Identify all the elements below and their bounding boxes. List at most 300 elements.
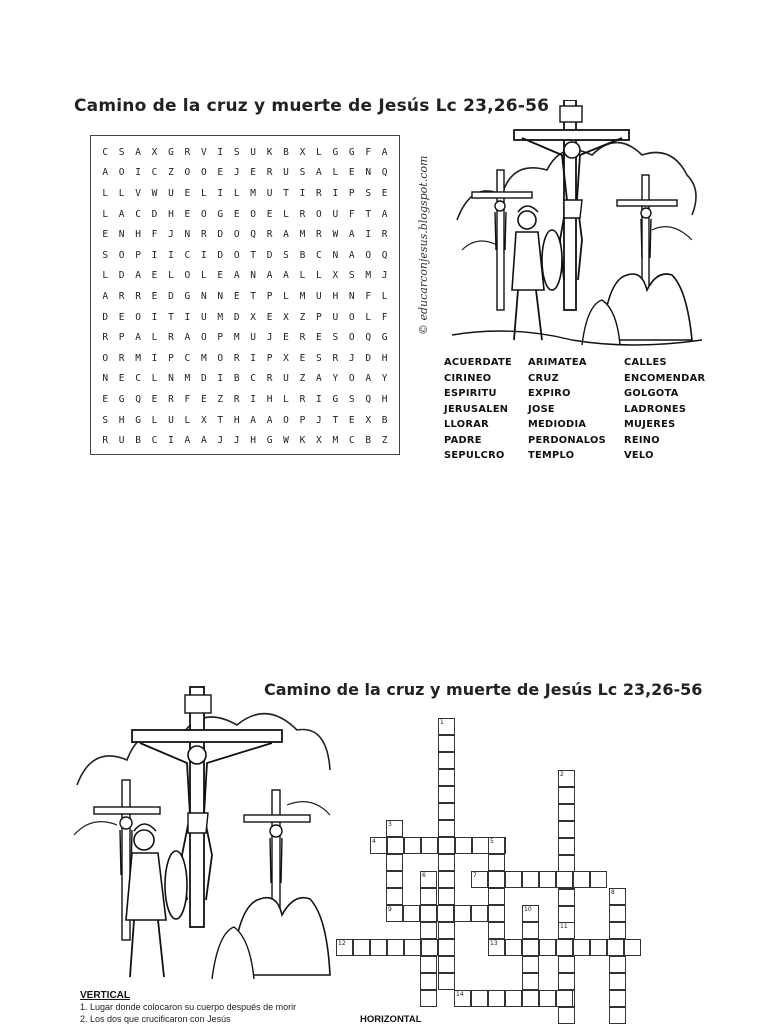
- grid-letter: P: [299, 414, 306, 426]
- grid-letter: E: [381, 187, 388, 199]
- grid-letter: U: [332, 311, 339, 323]
- crossword-cell[interactable]: [353, 939, 370, 956]
- grid-letter: J: [217, 435, 224, 447]
- grid-letter: M: [135, 352, 141, 364]
- crossword-cell[interactable]: [438, 939, 455, 956]
- grid-letter: R: [102, 435, 109, 447]
- crossword-cell[interactable]: [472, 837, 489, 854]
- crossword-cell[interactable]: [420, 905, 437, 922]
- grid-letter: X: [365, 414, 372, 426]
- crossword-cell[interactable]: [455, 837, 472, 854]
- grid-letter: R: [299, 332, 306, 344]
- grid-letter: E: [348, 414, 355, 426]
- crossword-cell[interactable]: [420, 922, 437, 939]
- grid-letter: H: [381, 352, 388, 364]
- crossword-cell[interactable]: [558, 787, 575, 804]
- grid-letter: Y: [381, 373, 388, 385]
- crossword-cell[interactable]: [558, 1007, 575, 1024]
- grid-letter: C: [102, 146, 109, 158]
- crossword-cell[interactable]: [420, 990, 437, 1007]
- crossword-cell[interactable]: [522, 922, 539, 939]
- grid-letter: M: [200, 352, 207, 364]
- clue-item: 2. Los dos que crucificaron con Jesús: [80, 1014, 231, 1024]
- grid-letter: E: [118, 311, 125, 323]
- grid-letter: L: [365, 311, 372, 323]
- grid-letter: O: [118, 249, 125, 261]
- crossword-cell[interactable]: [438, 973, 455, 990]
- grid-letter: L: [151, 332, 158, 344]
- crossword-cell[interactable]: [488, 922, 505, 939]
- grid-letter: A: [266, 414, 273, 426]
- crossword-cell[interactable]: [558, 956, 575, 973]
- grid-letter: Z: [381, 435, 388, 447]
- grid-letter: H: [250, 435, 257, 447]
- crossword-cell[interactable]: [522, 939, 539, 956]
- crossword-number: 11: [560, 923, 568, 930]
- grid-letter: P: [135, 249, 141, 261]
- crossword-cell[interactable]: [471, 990, 488, 1007]
- grid-letter: I: [332, 187, 339, 199]
- crossword-cell[interactable]: [488, 888, 505, 905]
- crossword-cell[interactable]: [558, 821, 575, 838]
- grid-letter: L: [381, 290, 388, 302]
- grid-row: [95, 369, 395, 390]
- grid-letter: F: [348, 208, 355, 220]
- grid-letter: G: [332, 393, 339, 405]
- crossword-number: 4: [372, 838, 376, 845]
- crossword-number: 9: [388, 906, 392, 913]
- crossword-cell[interactable]: [556, 871, 573, 888]
- grid-letter: U: [200, 311, 207, 323]
- crossword-number: 10: [524, 906, 532, 913]
- grid-letter: E: [217, 270, 224, 282]
- grid-letter: L: [151, 414, 158, 426]
- crossword-cell[interactable]: [438, 735, 455, 752]
- grid-letter: H: [168, 208, 174, 220]
- grid-letter: M: [299, 229, 306, 241]
- crossword-cell[interactable]: [624, 939, 641, 956]
- grid-letter: A: [250, 414, 257, 426]
- grid-letter: M: [332, 435, 339, 447]
- grid-letter: A: [283, 229, 289, 241]
- grid-letter: Q: [365, 332, 372, 344]
- grid-letter: J: [266, 332, 273, 344]
- grid-letter: Z: [168, 167, 174, 179]
- worksheet-title: Camino de la cruz y muerte de Jesús Lc 23,26-56: [74, 96, 550, 116]
- grid-row: [95, 327, 395, 348]
- crossword-cell[interactable]: [403, 905, 420, 922]
- grid-letter: T: [250, 290, 257, 302]
- grid-letter: I: [299, 187, 306, 199]
- grid-letter: L: [200, 187, 207, 199]
- grid-letter: A: [348, 249, 355, 261]
- crossword-cell[interactable]: [522, 871, 539, 888]
- grid-row: [95, 307, 395, 328]
- grid-letter: G: [118, 393, 125, 405]
- word-list-item: VELO: [624, 450, 654, 461]
- crossword-cell[interactable]: [609, 973, 626, 990]
- grid-letter: N: [332, 249, 339, 261]
- grid-letter: F: [151, 229, 158, 241]
- crossword-worksheet: [0, 670, 768, 1024]
- grid-letter: G: [348, 146, 355, 158]
- crossword-cell[interactable]: [609, 1007, 626, 1024]
- grid-letter: L: [184, 414, 191, 426]
- crossword-cell[interactable]: [488, 905, 505, 922]
- grid-letter: X: [316, 435, 322, 447]
- word-list-item: SEPULCRO: [444, 450, 505, 461]
- grid-letter: S: [348, 270, 355, 282]
- crossword-cell[interactable]: [454, 905, 471, 922]
- crossword-cell[interactable]: [609, 922, 626, 939]
- grid-letter: C: [151, 435, 158, 447]
- crossword-cell[interactable]: [387, 939, 404, 956]
- grid-letter: S: [102, 249, 109, 261]
- grid-letter: I: [168, 435, 174, 447]
- grid-letter: I: [250, 352, 257, 364]
- crossword-cell[interactable]: [590, 871, 607, 888]
- grid-letter: Q: [250, 229, 257, 241]
- grid-letter: A: [381, 208, 388, 220]
- grid-letter: X: [250, 311, 257, 323]
- grid-letter: I: [250, 393, 257, 405]
- grid-row: [95, 410, 395, 431]
- grid-letter: E: [283, 332, 289, 344]
- grid-letter: R: [299, 208, 306, 220]
- crossword-cell[interactable]: [488, 854, 505, 871]
- grid-letter: C: [184, 249, 191, 261]
- grid-letter: F: [184, 393, 191, 405]
- grid-letter: L: [168, 270, 174, 282]
- grid-row: [95, 142, 395, 163]
- grid-letter: L: [316, 146, 322, 158]
- crossword-cell[interactable]: [386, 888, 403, 905]
- grid-letter: L: [283, 290, 289, 302]
- word-list-item: ENCOMENDAR: [624, 372, 706, 384]
- crossword-number: 6: [422, 872, 426, 879]
- grid-letter: F: [365, 290, 372, 302]
- grid-row: [95, 266, 395, 287]
- grid-letter: P: [217, 332, 224, 344]
- crossword-cell[interactable]: [609, 956, 626, 973]
- grid-letter: Q: [381, 249, 388, 261]
- crossword-cell[interactable]: [609, 990, 626, 1007]
- grid-letter: X: [151, 146, 158, 158]
- grid-letter: S: [102, 414, 109, 426]
- crossword-cell[interactable]: [437, 905, 454, 922]
- grid-letter: O: [184, 270, 191, 282]
- crossword-cell[interactable]: [370, 939, 387, 956]
- grid-letter: O: [217, 352, 224, 364]
- grid-letter: C: [348, 435, 355, 447]
- grid-letter: C: [135, 208, 141, 220]
- crossword-cell[interactable]: [556, 939, 573, 956]
- crossword-number: 3: [388, 821, 392, 828]
- grid-letter: X: [200, 414, 207, 426]
- grid-letter: I: [217, 187, 224, 199]
- grid-letter: R: [135, 290, 141, 302]
- grid-letter: X: [283, 352, 289, 364]
- grid-letter: T: [365, 208, 372, 220]
- crossword-cell[interactable]: [421, 837, 438, 854]
- crossword-cell[interactable]: [404, 939, 421, 956]
- grid-letter: N: [250, 270, 257, 282]
- grid-letter: I: [316, 393, 322, 405]
- grid-letter: W: [332, 229, 339, 241]
- grid-letter: H: [266, 393, 273, 405]
- grid-letter: O: [200, 167, 207, 179]
- grid-letter: Q: [135, 393, 141, 405]
- crossword-cell[interactable]: [539, 939, 556, 956]
- grid-letter: R: [316, 187, 322, 199]
- grid-letter: D: [233, 311, 240, 323]
- grid-letter: N: [348, 290, 355, 302]
- grid-letter: U: [283, 373, 289, 385]
- grid-row: [95, 245, 395, 266]
- grid-letter: U: [168, 187, 174, 199]
- grid-letter: C: [316, 249, 322, 261]
- clue-item: 1. Lugar donde colocaron su cuerpo después de morir: [80, 1002, 297, 1012]
- crossword-number: 14: [456, 991, 464, 998]
- grid-letter: R: [184, 146, 191, 158]
- grid-letter: R: [381, 229, 388, 241]
- word-list-item: GOLGOTA: [624, 388, 679, 399]
- word-list-item: ESPIRITU: [444, 388, 497, 399]
- grid-letter: I: [151, 249, 158, 261]
- grid-letter: N: [200, 290, 207, 302]
- grid-letter: C: [135, 373, 141, 385]
- crossword-cell[interactable]: [438, 854, 455, 871]
- grid-letter: D: [118, 270, 125, 282]
- grid-letter: G: [135, 414, 141, 426]
- grid-letter: N: [118, 229, 125, 241]
- crossword-cell[interactable]: [438, 769, 455, 786]
- word-list-item: LLORAR: [444, 419, 489, 430]
- grid-letter: G: [381, 332, 388, 344]
- crossword-cell[interactable]: [438, 786, 455, 803]
- crossword-cell[interactable]: [420, 956, 437, 973]
- grid-letter: D: [200, 373, 207, 385]
- watermark-text: © educarconjesus.blogspot.com: [417, 155, 430, 335]
- word-list-item: MUJERES: [624, 419, 676, 430]
- grid-letter: L: [283, 393, 289, 405]
- crossword-cell[interactable]: [488, 990, 505, 1007]
- grid-letter: U: [283, 167, 289, 179]
- grid-letter: B: [381, 414, 388, 426]
- grid-letter: O: [250, 208, 257, 220]
- vertical-clues: [80, 990, 360, 1025]
- crossword-cell[interactable]: [505, 939, 522, 956]
- grid-letter: B: [233, 373, 240, 385]
- crossword-cell[interactable]: [386, 854, 403, 871]
- grid-letter: W: [283, 435, 289, 447]
- crossword-cell[interactable]: [438, 803, 455, 820]
- grid-letter: I: [135, 167, 141, 179]
- grid-letter: L: [102, 270, 109, 282]
- crossword-cell[interactable]: [488, 871, 505, 888]
- crossword-cell[interactable]: [558, 855, 575, 872]
- grid-letter: U: [168, 414, 174, 426]
- grid-letter: A: [316, 373, 322, 385]
- grid-letter: J: [168, 229, 174, 241]
- crossword-cell[interactable]: [558, 889, 575, 906]
- grid-letter: I: [168, 249, 174, 261]
- crossword-number: 12: [338, 940, 346, 947]
- grid-letter: M: [217, 311, 224, 323]
- crossword-cell[interactable]: [438, 888, 455, 905]
- crossword-cell[interactable]: [558, 906, 575, 923]
- grid-letter: M: [184, 373, 191, 385]
- crossword-cell[interactable]: [522, 973, 539, 990]
- grid-letter: O: [233, 229, 240, 241]
- crossword-cell[interactable]: [558, 838, 575, 855]
- grid-letter: R: [233, 393, 240, 405]
- crossword-cell[interactable]: [590, 939, 607, 956]
- crossword-number: 13: [490, 940, 498, 947]
- grid-letter: T: [217, 414, 224, 426]
- grid-letter: G: [332, 146, 339, 158]
- word-list-item: REINO: [624, 434, 660, 446]
- grid-letter: P: [168, 352, 174, 364]
- grid-letter: V: [135, 187, 141, 199]
- grid-letter: A: [381, 146, 388, 158]
- grid-letter: G: [217, 208, 224, 220]
- crossword-cell[interactable]: [522, 990, 539, 1007]
- grid-letter: A: [266, 270, 273, 282]
- grid-letter: R: [200, 229, 207, 241]
- grid-letter: A: [118, 208, 125, 220]
- grid-letter: G: [266, 435, 273, 447]
- grid-letter: O: [365, 249, 372, 261]
- grid-letter: O: [348, 311, 355, 323]
- grid-letter: R: [118, 352, 125, 364]
- crossword-cell[interactable]: [438, 752, 455, 769]
- grid-row: [95, 163, 395, 184]
- crossword-cell[interactable]: [387, 837, 404, 854]
- crossword-cell[interactable]: [438, 922, 455, 939]
- grid-row: [95, 389, 395, 410]
- grid-letter: A: [135, 332, 141, 344]
- horizontal-heading: HORIZONTAL: [360, 1014, 422, 1025]
- crossword-cell[interactable]: [471, 905, 488, 922]
- crossword-cell[interactable]: [539, 871, 556, 888]
- worksheet-title: Camino de la cruz y muerte de Jesús Lc 23,26-56: [264, 680, 703, 699]
- grid-letter: M: [250, 187, 257, 199]
- crossword-cell[interactable]: [420, 973, 437, 990]
- word-list-item: MEDIODIA: [528, 419, 587, 430]
- grid-letter: A: [283, 270, 289, 282]
- grid-letter: D: [217, 249, 224, 261]
- word-list-item: ACUERDATE: [444, 357, 512, 368]
- grid-letter: R: [168, 393, 174, 405]
- grid-letter: S: [283, 249, 289, 261]
- crossword-cell[interactable]: [404, 837, 421, 854]
- grid-letter: S: [332, 332, 339, 344]
- crossword-cell[interactable]: [607, 939, 624, 956]
- crossword-cell[interactable]: [539, 990, 556, 1007]
- grid-letter: P: [266, 352, 273, 364]
- crossword-cell[interactable]: [438, 871, 455, 888]
- grid-letter: O: [102, 352, 109, 364]
- crossword-cell[interactable]: [386, 871, 403, 888]
- grid-letter: E: [102, 229, 109, 241]
- grid-letter: G: [168, 146, 174, 158]
- crossword-cell[interactable]: [438, 837, 455, 854]
- word-list-item: JOSE: [528, 403, 555, 415]
- word-list-item: CRUZ: [528, 372, 559, 384]
- word-search-worksheet: [0, 0, 768, 500]
- crossword-cell[interactable]: [421, 939, 438, 956]
- crossword-cell[interactable]: [438, 820, 455, 837]
- crossword-cell[interactable]: [573, 939, 590, 956]
- vertical-heading: VERTICAL: [80, 990, 130, 1001]
- word-list-item: PERDONALOS: [528, 434, 606, 446]
- grid-letter: L: [233, 187, 240, 199]
- grid-letter: L: [332, 167, 339, 179]
- grid-letter: L: [102, 187, 109, 199]
- crossword-cell[interactable]: [522, 956, 539, 973]
- grid-letter: M: [233, 332, 240, 344]
- crossword-cell[interactable]: [438, 956, 455, 973]
- crossword-cell[interactable]: [505, 871, 522, 888]
- crossword-cell[interactable]: [556, 990, 573, 1007]
- grid-letter: A: [316, 167, 322, 179]
- grid-letter: T: [168, 311, 174, 323]
- crossword-cell[interactable]: [573, 871, 590, 888]
- crossword-cell[interactable]: [505, 990, 522, 1007]
- grid-letter: J: [233, 435, 240, 447]
- crossword-cell[interactable]: [558, 804, 575, 821]
- word-list-item: TEMPLO: [528, 450, 575, 461]
- grid-letter: P: [348, 187, 355, 199]
- grid-letter: E: [217, 167, 224, 179]
- grid-letter: I: [151, 352, 158, 364]
- grid-letter: L: [118, 187, 125, 199]
- grid-letter: E: [233, 208, 240, 220]
- crossword-cell[interactable]: [609, 905, 626, 922]
- grid-letter: H: [332, 290, 339, 302]
- grid-letter: O: [316, 208, 322, 220]
- grid-row: [95, 286, 395, 307]
- grid-letter: N: [168, 373, 174, 385]
- grid-letter: O: [233, 249, 240, 261]
- grid-letter: U: [316, 290, 322, 302]
- grid-row: [95, 430, 395, 451]
- grid-letter: J: [316, 414, 322, 426]
- crossword-cell[interactable]: [558, 973, 575, 990]
- grid-letter: Y: [332, 373, 339, 385]
- grid-letter: A: [135, 146, 141, 158]
- grid-letter: G: [184, 290, 191, 302]
- grid-letter: S: [118, 146, 125, 158]
- grid-letter: M: [299, 290, 306, 302]
- word-search-grid: [90, 135, 400, 455]
- grid-letter: A: [102, 167, 109, 179]
- grid-letter: C: [184, 352, 191, 364]
- grid-letter: D: [365, 352, 372, 364]
- crossword-cell[interactable]: [420, 888, 437, 905]
- grid-letter: L: [151, 373, 158, 385]
- grid-letter: C: [250, 373, 257, 385]
- grid-letter: O: [118, 167, 125, 179]
- grid-letter: B: [283, 146, 289, 158]
- grid-letter: H: [118, 414, 125, 426]
- grid-letter: S: [233, 146, 240, 158]
- grid-letter: R: [168, 332, 174, 344]
- grid-letter: T: [283, 187, 289, 199]
- grid-letter: A: [184, 435, 191, 447]
- grid-letter: R: [266, 373, 273, 385]
